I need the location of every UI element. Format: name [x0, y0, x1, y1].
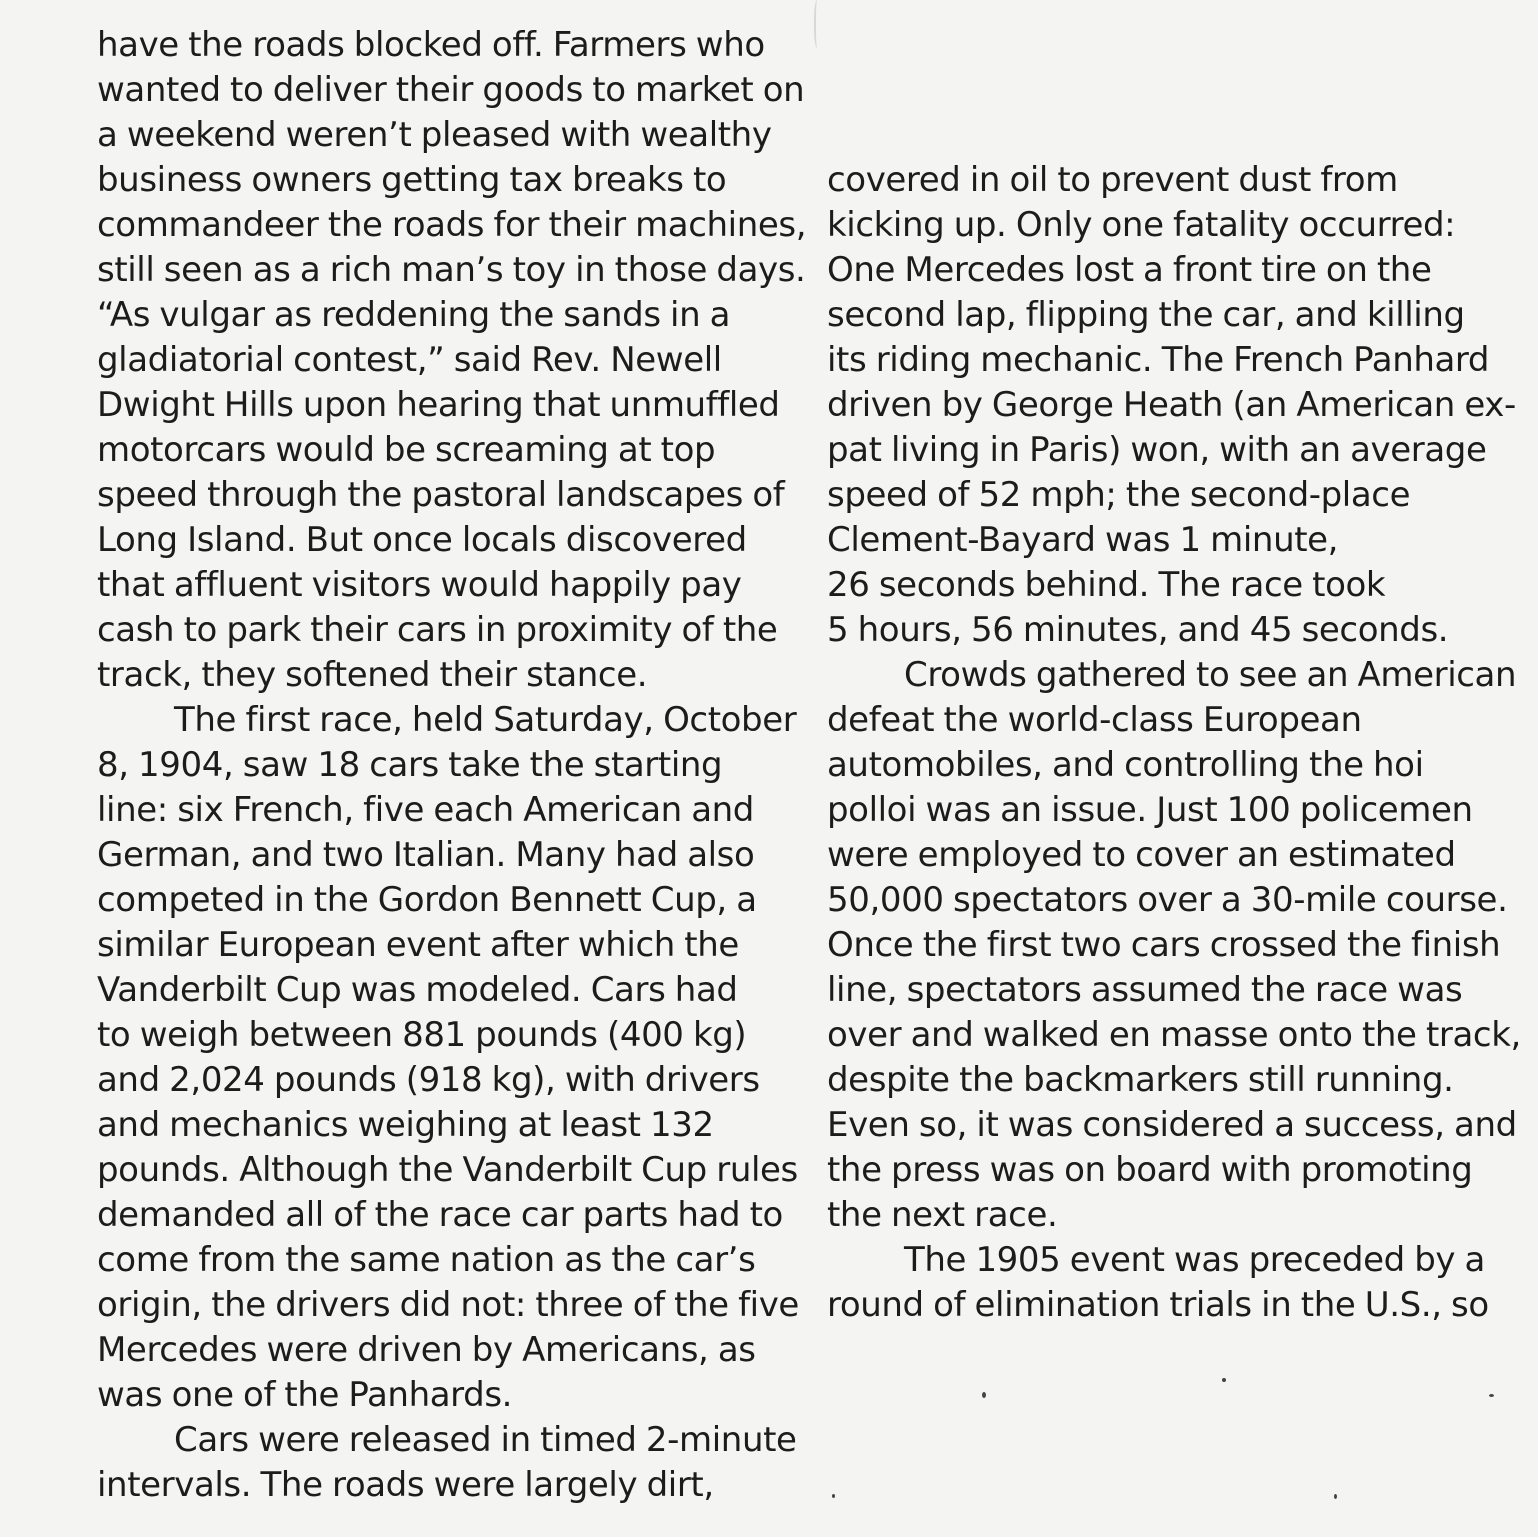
text-line: and mechanics weighing at least 132: [97, 1105, 714, 1145]
text-line: second lap, flipping the car, and killing: [827, 295, 1465, 335]
text-line: were employed to cover an estimated: [827, 835, 1456, 875]
text-line: commandeer the roads for their machines,: [97, 205, 807, 245]
text-line: 50,000 spectators over a 30-mile course.: [827, 880, 1508, 920]
text-line: kicking up. Only one fatality occurred:: [827, 205, 1456, 245]
text-line: 8, 1904, saw 18 cars take the starting: [97, 745, 723, 785]
text-line: Long Island. But once locals discovered: [97, 520, 747, 560]
text-line: to weigh between 881 pounds (400 kg): [97, 1015, 747, 1055]
text-line: its riding mechanic. The French Panhard: [827, 340, 1490, 380]
text-line: Mercedes were driven by Americans, as: [97, 1330, 756, 1370]
scan-speck: [1334, 1494, 1337, 1499]
text-line: the press was on board with promoting: [827, 1150, 1473, 1190]
text-line: origin, the drivers did not: three of the five: [97, 1285, 799, 1325]
text-line: defeat the world-class European: [827, 700, 1362, 740]
text-line: still seen as a rich man’s toy in those days.: [97, 250, 806, 290]
right-text-column: [827, 158, 1521, 1328]
text-line: Once the first two cars crossed the finish: [827, 925, 1501, 965]
text-line: have the roads blocked off. Farmers who: [97, 25, 765, 65]
text-line: track, they softened their stance.: [97, 655, 648, 695]
text-line: despite the backmarkers still running.: [827, 1060, 1454, 1100]
text-line: demanded all of the race car parts had to: [97, 1195, 783, 1235]
text-line: similar European event after which the: [97, 925, 739, 965]
scan-speck: [1222, 1378, 1226, 1382]
text-line: business owners getting tax breaks to: [97, 160, 727, 200]
text-line: covered in oil to prevent dust from: [827, 160, 1398, 200]
text-line: and 2,024 pounds (918 kg), with drivers: [97, 1060, 760, 1100]
scan-speck: [1489, 1394, 1494, 1397]
text-line: One Mercedes lost a front tire on the: [827, 250, 1432, 290]
text-line: “As vulgar as reddening the sands in a: [97, 295, 731, 335]
text-line: Clement-Bayard was 1 minute,: [827, 520, 1339, 560]
text-line: a weekend weren’t pleased with wealthy: [97, 115, 772, 155]
text-line: speed through the pastoral landscapes of: [97, 475, 785, 515]
text-line: motorcars would be screaming at top: [97, 430, 716, 470]
text-line: come from the same nation as the car’s: [97, 1240, 756, 1280]
text-line: pat living in Paris) won, with an average: [827, 430, 1487, 470]
scan-speck: [832, 1494, 835, 1498]
text-line: polloi was an issue. Just 100 policemen: [827, 790, 1473, 830]
text-line: speed of 52 mph; the second-place: [827, 475, 1411, 515]
text-line: Vanderbilt Cup was modeled. Cars had: [97, 970, 738, 1010]
text-line: intervals. The roads were largely dirt,: [97, 1465, 714, 1505]
text-line: German, and two Italian. Many had also: [97, 835, 755, 875]
text-line: over and walked en masse onto the track,: [827, 1015, 1521, 1055]
text-line: 26 seconds behind. The race took: [827, 565, 1386, 605]
text-line: wanted to deliver their goods to market on: [97, 70, 805, 110]
paragraph-start-line: Cars were released in timed 2-minute: [174, 1420, 797, 1460]
text-line: automobiles, and controlling the hoi: [827, 745, 1424, 785]
scan-speck: [982, 1392, 986, 1398]
text-line: line: six French, five each American and: [97, 790, 754, 830]
text-line: line, spectators assumed the race was: [827, 970, 1463, 1010]
text-line: pounds. Although the Vanderbilt Cup rules: [97, 1150, 798, 1190]
text-line: round of elimination trials in the U.S., so: [827, 1285, 1489, 1325]
text-line: Dwight Hills upon hearing that unmuffled: [97, 385, 780, 425]
text-line: cash to park their cars in proximity of the: [97, 610, 778, 650]
text-line: that affluent visitors would happily pay: [97, 565, 742, 605]
text-line: gladiatorial contest,” said Rev. Newell: [97, 340, 722, 380]
paragraph-start-line: The first race, held Saturday, October: [174, 700, 797, 740]
paragraph-start-line: Crowds gathered to see an American: [904, 655, 1517, 695]
text-line: driven by George Heath (an American ex-: [827, 385, 1516, 425]
scan-artifact: [814, 0, 822, 48]
text-line: the next race.: [827, 1195, 1058, 1235]
text-line: competed in the Gordon Bennett Cup, a: [97, 880, 757, 920]
text-line: Even so, it was considered a success, and: [827, 1105, 1517, 1145]
paragraph-start-line: The 1905 event was preceded by a: [904, 1240, 1485, 1280]
text-line: was one of the Panhards.: [97, 1375, 513, 1415]
left-text-column: [97, 23, 806, 1508]
text-line: 5 hours, 56 minutes, and 45 seconds.: [827, 610, 1449, 650]
